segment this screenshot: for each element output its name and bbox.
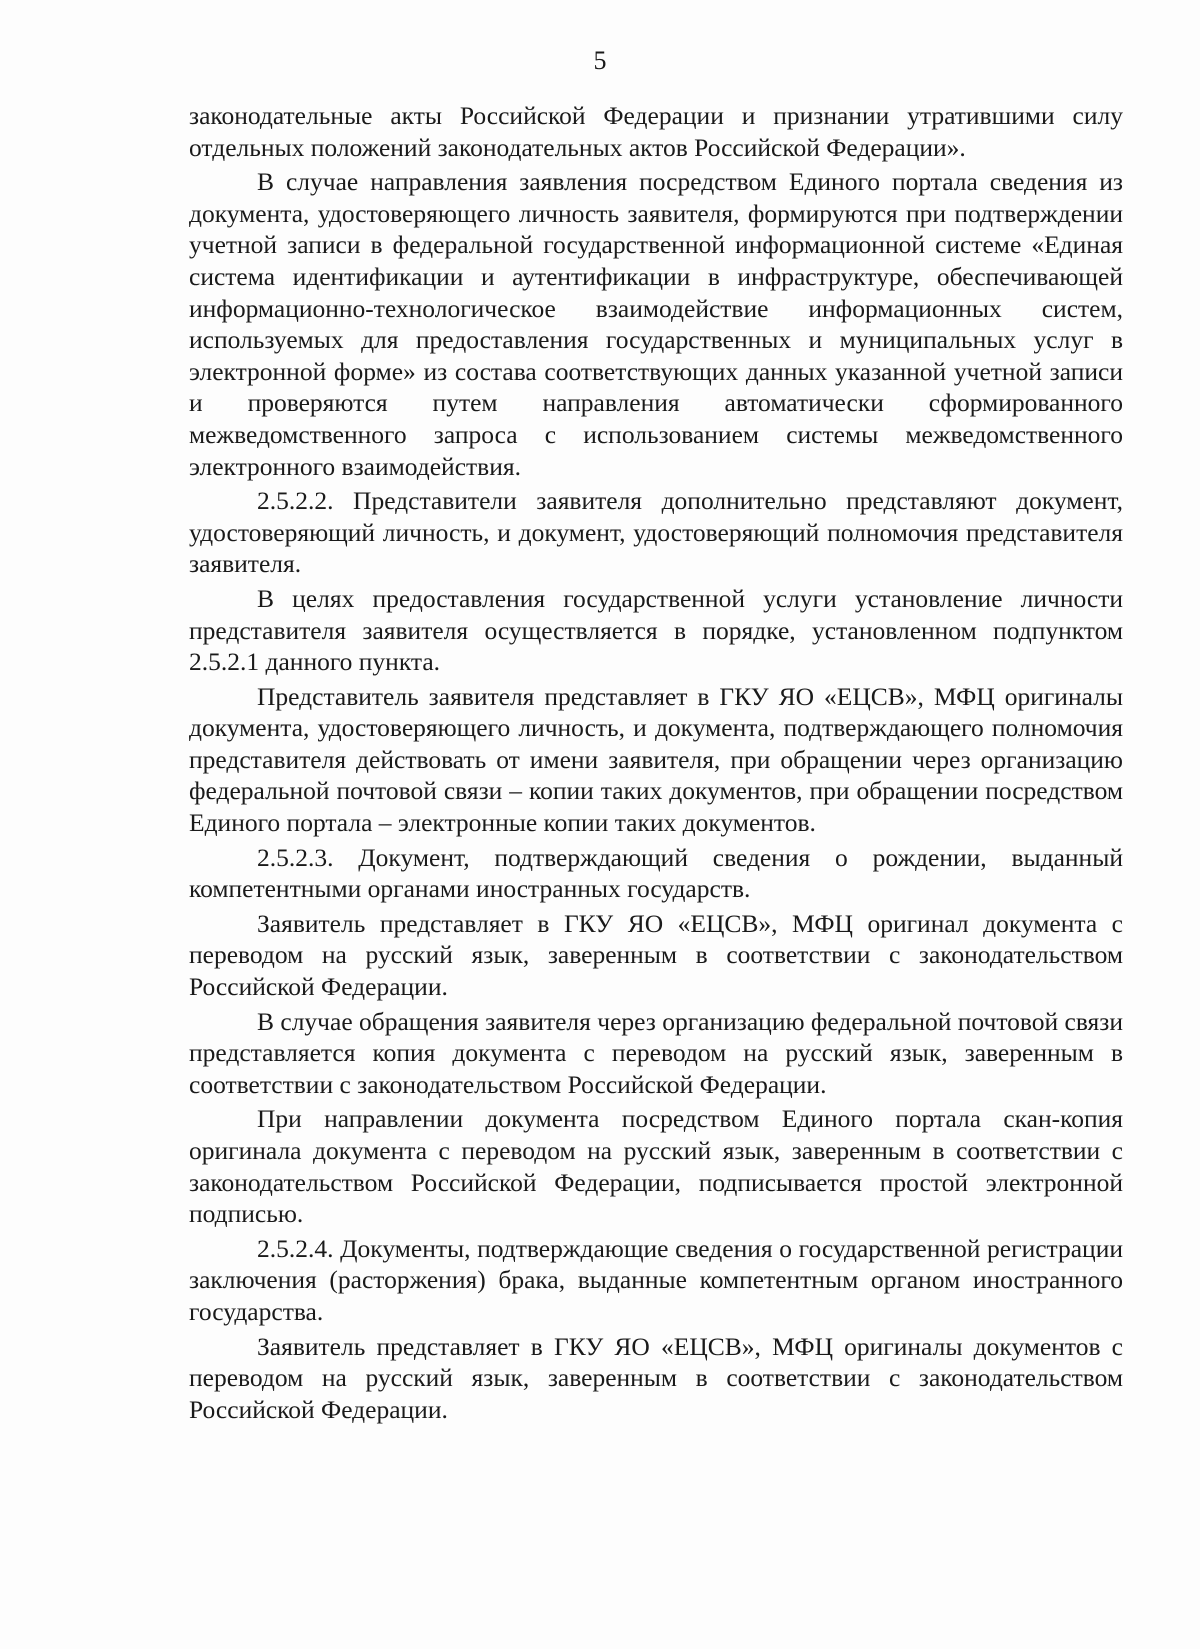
paragraph: В целях предоставления государственной услуги установление личности представителя заявителя осуществляется в порядке, установленном подпунктом 2.5.2.1 данного пункта. (189, 583, 1123, 677)
paragraph-2-5-2-2: 2.5.2.2. Представители заявителя дополнительно представляют документ, удостоверяющий личность, и документ, удостоверяющий полномочия представителя заявителя. (189, 486, 1123, 579)
document-body (189, 100, 1123, 1425)
paragraph-continuation: законодательные акты Российской Федерации и признании утратившими силу отдельных положений законодательных актов Российской Федерации». (189, 101, 1123, 162)
paragraph-2-5-2-4: 2.5.2.4. Документы, подтверждающие сведения о государственной регистрации заключения (расторжения) брака, выданные компетентным органом иностранного государства. (189, 1233, 1123, 1326)
paragraph: В случае обращения заявителя через организацию федеральной почтовой связи представляется копия документа с переводом на русский язык, заверенным в соответствии с законодательством Российской Федерации. (189, 1006, 1123, 1099)
page-number: 5 (593, 46, 607, 75)
paragraph: Заявитель представляет в ГКУ ЯО «ЕЦСВ», МФЦ оригиналы документов с переводом на русский язык, заверенным в соответствии с законодательством Российской Федерации. (189, 1331, 1123, 1424)
paragraph: В случае направления заявления посредством Единого портала сведения из документа, удостоверяющего личность заявителя, формируются при подтверждении учетной записи в федеральной государственной информационной системе «Единая система идентификации и аутентификации в инфраструктуре, обеспечивающей информационно-технологическое взаимодействие информационных систем, используемых для предоставления государственных и муниципальных услуг в электронной форме» из состава соответствующих данных указанной учетной записи и проверяются путем направления автоматически сформированного межведомственного запроса с использованием системы межведомственного электронного взаимодействия. (189, 167, 1123, 481)
paragraph-2-5-2-3: 2.5.2.3. Документ, подтверждающий сведения о рождении, выданный компетентными органами иностранных государств. (189, 842, 1123, 904)
paragraph: Заявитель представляет в ГКУ ЯО «ЕЦСВ», МФЦ оригинал документа с переводом на русский язык, заверенным в соответствии с законодательством Российской Федерации. (189, 908, 1123, 1002)
paragraph: Представитель заявителя представляет в ГКУ ЯО «ЕЦСВ», МФЦ оригиналы документа, удостоверяющего личность, и документа, подтверждающего полномочия представителя действовать от имени заявителя, при обращении через организацию федеральной почтовой связи – копии таких документов, при обращении посредством Единого портала – электронные копии таких документов. (189, 681, 1123, 838)
paragraph: При направлении документа посредством Единого портала скан-копия оригинала документа с переводом на русский язык, заверенным в соответствии с законодательством Российской Федерации, подписывается простой электронной подписью. (189, 1104, 1123, 1229)
